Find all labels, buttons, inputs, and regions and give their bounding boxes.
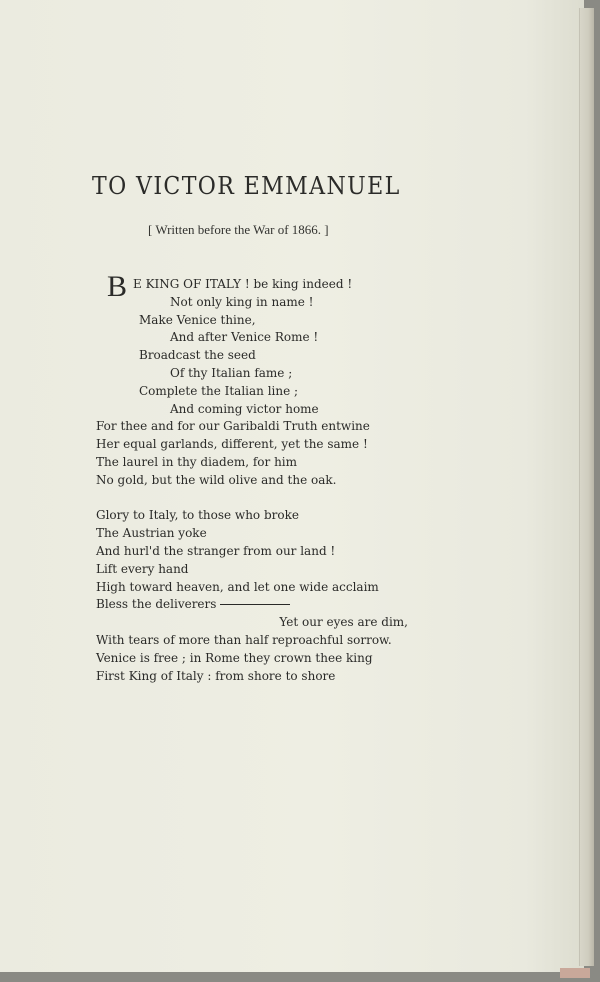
poem-line-spacer: [96, 276, 426, 294]
page-edge-bottom: [560, 968, 590, 978]
poem-line: Lift every hand: [96, 561, 189, 576]
poem-line: And hurl'd the stranger from our land !: [96, 543, 336, 558]
poem-line: With tears of more than half reproachful sorrow.: [96, 632, 392, 647]
poem-line-with-rule: [96, 596, 426, 614]
poem-line: Yet our eyes are dim,: [279, 615, 408, 630]
poem-line: Not only king in name !: [170, 294, 314, 309]
poem-line: No gold, but the wild olive and the oak.: [96, 472, 337, 487]
poem-line: Glory to Italy, to those who broke: [96, 508, 299, 523]
poem-subtitle: [ Written before the War of 1866. ]: [148, 222, 329, 237]
poem-line: Complete the Italian line ;: [139, 383, 299, 398]
poem-line: The Austrian yoke: [96, 526, 207, 541]
poem-line: Her equal garlands, different, yet the same !: [96, 437, 368, 452]
poem-line: And after Venice Rome !: [170, 330, 319, 345]
poem-title: TO VICTOR EMMANUEL: [92, 172, 401, 200]
poem-line: Broadcast the seed: [139, 348, 256, 363]
drop-cap: B: [107, 270, 128, 303]
poem-line: The laurel in thy diadem, for him: [96, 454, 298, 469]
poem-line: Make Venice thine,: [139, 312, 256, 327]
page-edge: [579, 8, 594, 966]
poem-body: [96, 276, 426, 685]
first-line: E KING OF ITALY ! be king indeed !: [133, 277, 353, 291]
poem-line: Of thy Italian fame ;: [170, 365, 293, 380]
poem-line: Venice is free ; in Rome they crown thee king: [96, 650, 373, 665]
dash-rule: [220, 604, 290, 605]
poem-line-text: Bless the deliverers: [96, 597, 217, 612]
poem-line: For thee and for our Garibaldi Truth entwine: [96, 419, 370, 434]
poem-line: First King of Italy : from shore to shore: [96, 668, 336, 683]
stanza-break: [96, 490, 426, 508]
poem-line: And coming victor home: [170, 401, 319, 416]
poem-line: High toward heaven, and let one wide acclaim: [96, 579, 379, 594]
